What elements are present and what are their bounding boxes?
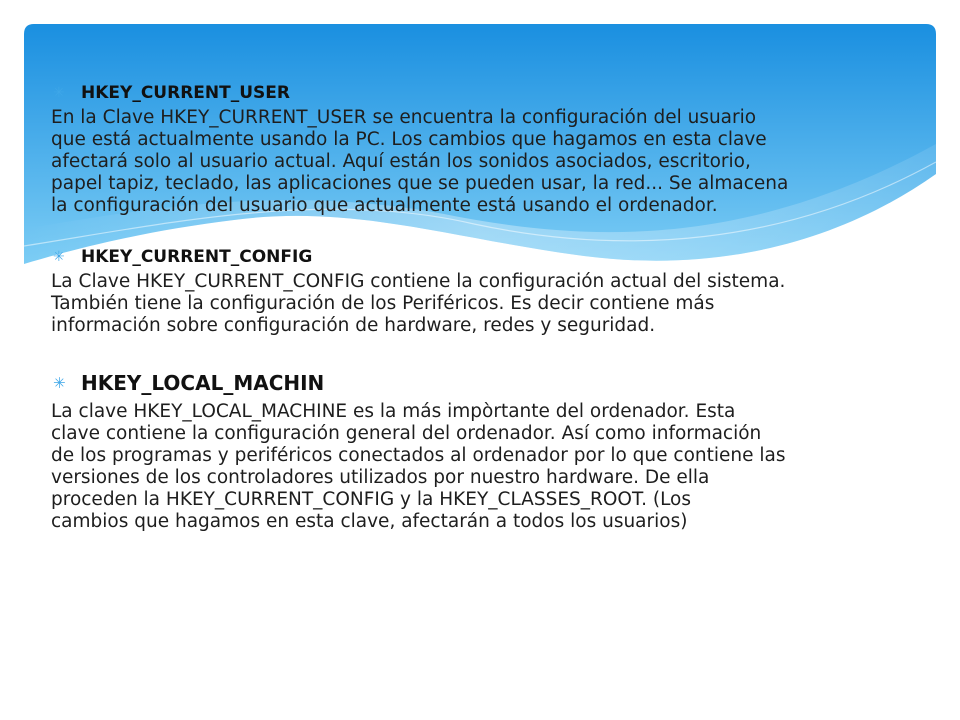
asterisk-icon: ✳ (53, 374, 66, 392)
section-heading (51, 79, 921, 107)
section-hkey-current-user (51, 79, 921, 217)
asterisk-icon: ✳ (53, 85, 65, 101)
asterisk-icon: ✳ (53, 249, 65, 265)
heading-text: HKEY_CURRENT_USER (81, 83, 290, 103)
heading-text: HKEY_LOCAL_MACHIN (81, 371, 325, 395)
content-area (51, 79, 921, 533)
section-hkey-current-config (51, 243, 921, 337)
section-body: La clave HKEY_LOCAL_MACHINE es la más impòrtante del ordenador. Esta clave contiene la configuración general del ordenador. Así como información de los programas y periféricos conectados al ordenador por lo que contiene las versiones de los controladores utilizados por nuestro hardware. De ella proceden la HKEY_CURRENT_CONFIG y la HKEY_CLASSES_ROOT. (Los cambios que hagamos en esta clave, afectarán a todos los usuarios) (51, 401, 786, 532)
section-body: La Clave HKEY_CURRENT_CONFIG contiene la configuración actual del sistema. También tiene la configuración de los Periféricos. Es decir contiene más información sobre configuración de hardware, redes y seguridad. (51, 271, 786, 336)
section-heading (51, 243, 921, 271)
section-hkey-local-machin (51, 367, 921, 533)
heading-text: HKEY_CURRENT_CONFIG (81, 247, 313, 267)
section-body: En la Clave HKEY_CURRENT_USER se encuentra la configuración del usuario que está actualmente usando la PC. Los cambios que hagamos en esta clave afectará solo al usuario actual. Aquí están los sonidos asociados, escritorio, papel tapiz, teclado, las aplicaciones que se pueden usar, la red... Se almacena la configuración del usuario que actualmente está usando el ordenador. (51, 107, 789, 216)
section-heading (51, 367, 921, 399)
